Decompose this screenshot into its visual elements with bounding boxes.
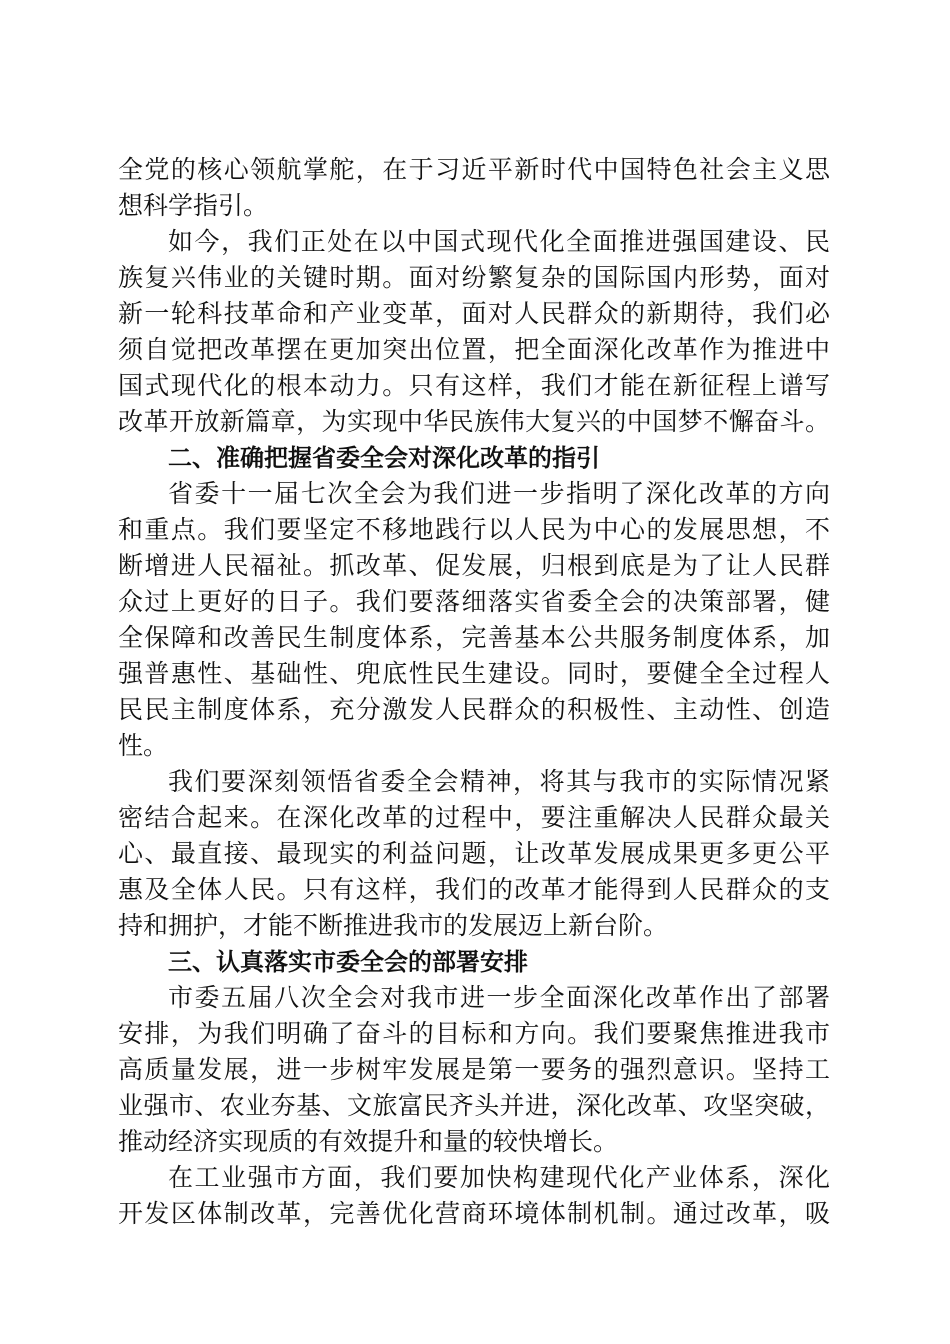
paragraph-first-line: 如今，我们正处在以中国式现代化全面推进强国建设、民 xyxy=(168,227,830,256)
text-line: 心、最直接、最现实的利益问题，让改革发展成果更多更公平 xyxy=(118,839,830,868)
text-line: 新一轮科技革命和产业变革，面对人民群众的新期待，我们必 xyxy=(118,299,830,328)
section-heading: 二、准确把握省委全会对深化改革的指引 xyxy=(168,444,600,472)
paragraph-first-line: 在工业强市方面，我们要加快构建现代化产业体系，深化 xyxy=(168,1163,830,1192)
text-line: 族复兴伟业的关键时期。面对纷繁复杂的国际国内形势，面对 xyxy=(118,263,830,292)
text-line: 众过上更好的日子。我们要落细落实省委全会的决策部署，健 xyxy=(118,587,830,616)
text-line: 持和拥护，才能不断推进我市的发展迈上新台阶。 xyxy=(118,911,669,940)
text-line: 国式现代化的根本动力。只有这样，我们才能在新征程上谱写 xyxy=(118,371,830,400)
text-line: 推动经济实现质的有效提升和量的较快增长。 xyxy=(118,1127,619,1156)
text-line: 性。 xyxy=(118,731,169,760)
text-line: 全保障和改善民生制度体系，完善基本公共服务制度体系，加 xyxy=(118,623,830,652)
text-line: 开发区体制改革，完善优化营商环境体制机制。通过改革，吸 xyxy=(118,1199,830,1228)
text-line: 和重点。我们要坚定不移地践行以人民为中心的发展思想，不 xyxy=(118,515,830,544)
text-line: 强普惠性、基础性、兜底性民生建设。同时，要健全全过程人 xyxy=(118,659,830,688)
text-line: 全党的核心领航掌舵，在于习近平新时代中国特色社会主义思 xyxy=(118,155,830,184)
text-line: 想科学指引。 xyxy=(118,191,269,220)
text-line: 改革开放新篇章，为实现中华民族伟大复兴的中国梦不懈奋斗。 xyxy=(118,407,830,436)
paragraph-first-line: 市委五届八次全会对我市进一步全面深化改革作出了部署 xyxy=(168,983,830,1012)
section-heading: 三、认真落实市委全会的部署安排 xyxy=(168,948,528,976)
paragraph-first-line: 省委十一届七次全会为我们进一步指明了深化改革的方向 xyxy=(168,479,830,508)
text-line: 密结合起来。在深化改革的过程中，要注重解决人民群众最关 xyxy=(118,803,830,832)
text-line: 业强市、农业夯基、文旅富民齐头并进，深化改革、攻坚突破， xyxy=(118,1091,830,1120)
text-line: 民民主制度体系，充分激发人民群众的积极性、主动性、创造 xyxy=(118,695,830,724)
paragraph-first-line: 我们要深刻领悟省委全会精神，将其与我市的实际情况紧 xyxy=(168,767,830,796)
text-line: 安排，为我们明确了奋斗的目标和方向。我们要聚焦推进我市 xyxy=(118,1019,830,1048)
text-line: 须自觉把改革摆在更加突出位置，把全面深化改革作为推进中 xyxy=(118,335,830,364)
text-line: 高质量发展，进一步树牢发展是第一要务的强烈意识。坚持工 xyxy=(118,1055,830,1084)
text-line: 断增进人民福祉。抓改革、促发展，归根到底是为了让人民群 xyxy=(118,551,830,580)
text-line: 惠及全体人民。只有这样，我们的改革才能得到人民群众的支 xyxy=(118,875,830,904)
